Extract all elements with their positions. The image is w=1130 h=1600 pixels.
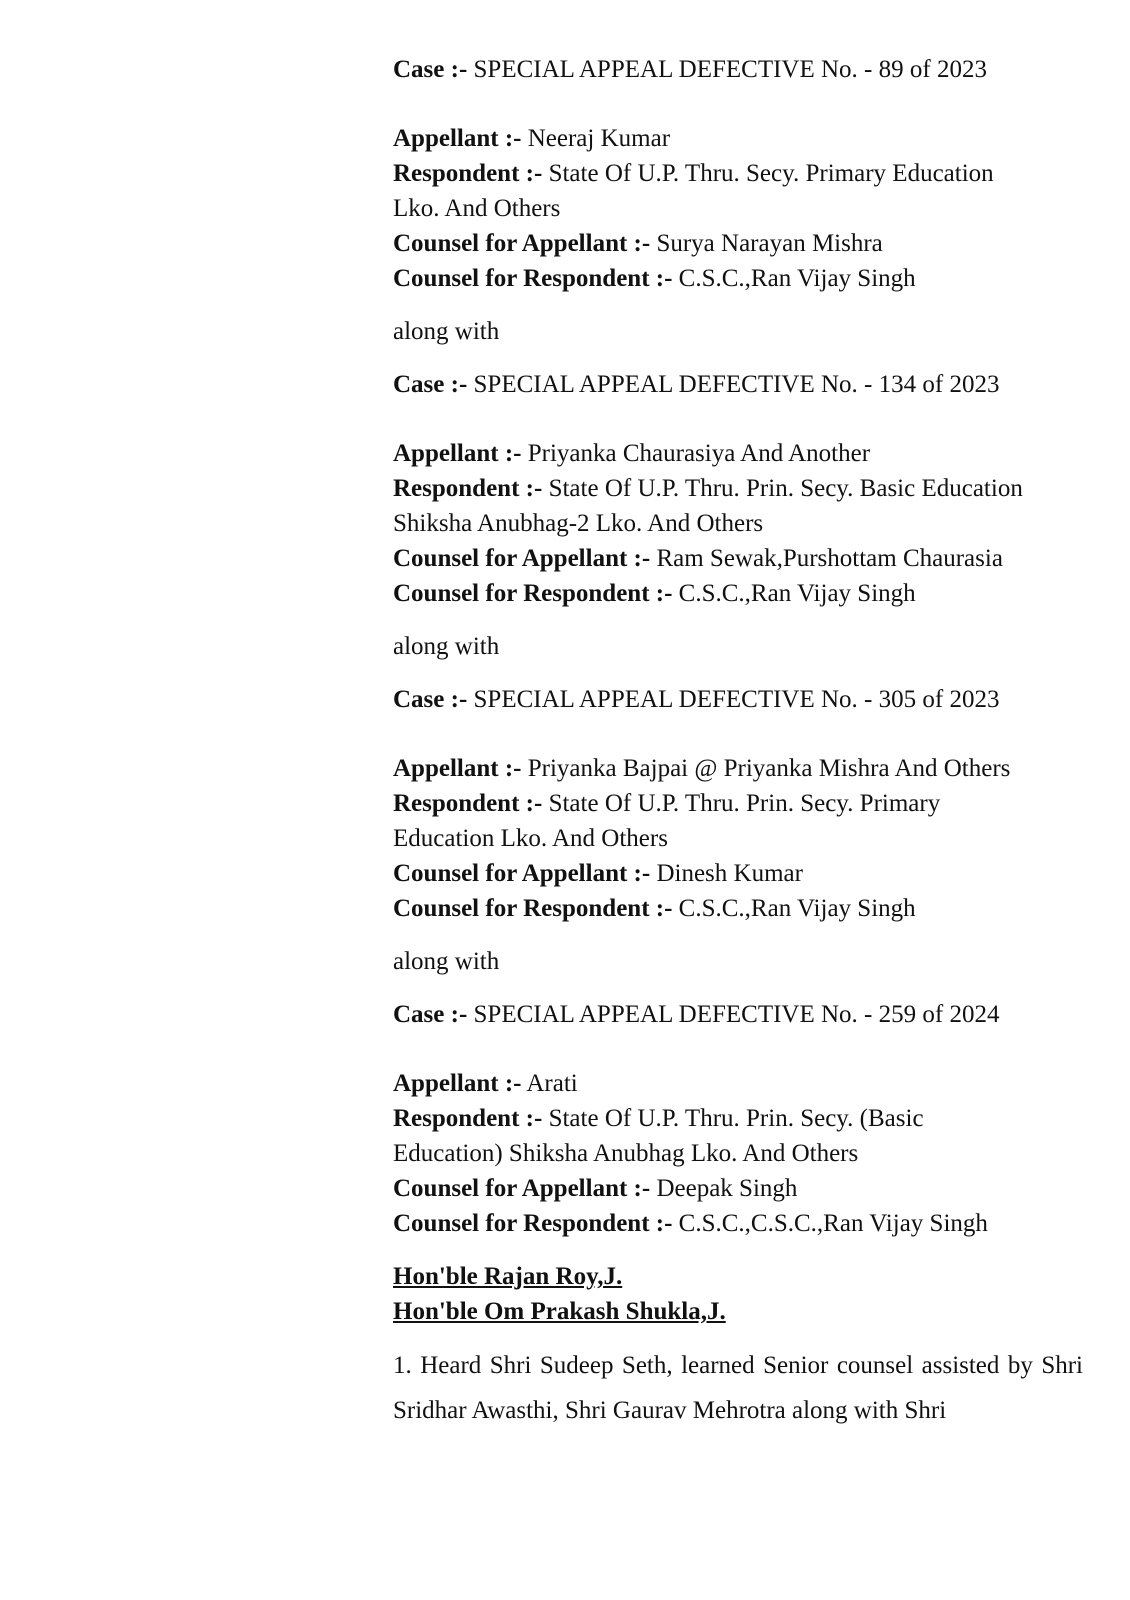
appellant-name: Priyanka Chaurasiya And Another bbox=[527, 440, 871, 467]
case-block-4 bbox=[393, 997, 1083, 1241]
counsel-appellant-line bbox=[393, 541, 1083, 576]
respondent-name-part2: Lko. And Others bbox=[393, 195, 561, 222]
counsel-appellant-label: Counsel for Appellant :- bbox=[393, 545, 651, 572]
respondent-name-part1: State Of U.P. Thru. Prin. Secy. (Basic bbox=[548, 1105, 924, 1132]
appellant-line bbox=[393, 121, 1083, 156]
respondent-name-part1: State Of U.P. Thru. Prin. Secy. Basic Education bbox=[548, 475, 1023, 502]
appellant-label: Appellant :- bbox=[393, 1070, 522, 1097]
counsel-respondent-line bbox=[393, 576, 1083, 611]
counsel-respondent-line bbox=[393, 891, 1083, 926]
respondent-label: Respondent :- bbox=[393, 790, 543, 817]
respondent-line bbox=[393, 471, 1083, 506]
case-label: Case :- bbox=[393, 1001, 468, 1028]
counsel-respondent-line bbox=[393, 261, 1083, 296]
case-block-1 bbox=[393, 52, 1083, 296]
appellant-line bbox=[393, 436, 1083, 471]
respondent-line bbox=[393, 1101, 1083, 1136]
counsel-respondent-label: Counsel for Respondent :- bbox=[393, 265, 673, 292]
case-number-line bbox=[393, 682, 1083, 717]
counsel-appellant-line bbox=[393, 226, 1083, 261]
judge-name-1: Hon'ble Rajan Roy,J. bbox=[393, 1263, 623, 1290]
counsel-respondent-name: C.S.C.,Ran Vijay Singh bbox=[678, 895, 916, 922]
respondent-line-cont bbox=[393, 1136, 1083, 1171]
along-with-text: along with bbox=[393, 633, 500, 660]
appellant-label: Appellant :- bbox=[393, 125, 522, 152]
appellant-label: Appellant :- bbox=[393, 440, 522, 467]
case-block-2 bbox=[393, 367, 1083, 611]
case-block-3 bbox=[393, 682, 1083, 926]
appellant-label: Appellant :- bbox=[393, 755, 522, 782]
judge-name-2: Hon'ble Om Prakash Shukla,J. bbox=[393, 1298, 726, 1325]
respondent-name-part2: Shiksha Anubhag-2 Lko. And Others bbox=[393, 510, 764, 537]
counsel-respondent-name: C.S.C.,C.S.C.,Ran Vijay Singh bbox=[678, 1210, 988, 1237]
case-number: SPECIAL APPEAL DEFECTIVE No. - 89 of 2023 bbox=[473, 56, 987, 83]
respondent-name-part1: State Of U.P. Thru. Secy. Primary Education bbox=[548, 160, 994, 187]
counsel-respondent-name: C.S.C.,Ran Vijay Singh bbox=[678, 580, 916, 607]
counsel-appellant-label: Counsel for Appellant :- bbox=[393, 860, 651, 887]
case-number: SPECIAL APPEAL DEFECTIVE No. - 134 of 2023 bbox=[473, 371, 1000, 398]
appellant-name: Neeraj Kumar bbox=[527, 125, 671, 152]
respondent-line-cont bbox=[393, 191, 1083, 226]
appellant-line bbox=[393, 1066, 1083, 1101]
respondent-name-part2: Education) Shiksha Anubhag Lko. And Others bbox=[393, 1140, 859, 1167]
counsel-respondent-label: Counsel for Respondent :- bbox=[393, 580, 673, 607]
counsel-respondent-name: C.S.C.,Ran Vijay Singh bbox=[678, 265, 916, 292]
counsel-appellant-label: Counsel for Appellant :- bbox=[393, 230, 651, 257]
respondent-line-cont bbox=[393, 821, 1083, 856]
document-page bbox=[393, 52, 1083, 1458]
case-number-line bbox=[393, 52, 1083, 87]
case-number-line bbox=[393, 997, 1083, 1032]
counsel-respondent-line bbox=[393, 1206, 1083, 1241]
counsel-appellant-label: Counsel for Appellant :- bbox=[393, 1175, 651, 1202]
respondent-label: Respondent :- bbox=[393, 1105, 543, 1132]
appellant-line bbox=[393, 751, 1083, 786]
respondent-label: Respondent :- bbox=[393, 160, 543, 187]
case-number-line bbox=[393, 367, 1083, 402]
case-label: Case :- bbox=[393, 371, 468, 398]
respondent-line bbox=[393, 786, 1083, 821]
case-number: SPECIAL APPEAL DEFECTIVE No. - 305 of 2023 bbox=[473, 686, 1000, 713]
counsel-appellant-name: Deepak Singh bbox=[656, 1175, 798, 1202]
along-with-text: along with bbox=[393, 948, 500, 975]
case-number: SPECIAL APPEAL DEFECTIVE No. - 259 of 2024 bbox=[473, 1001, 1000, 1028]
counsel-respondent-label: Counsel for Respondent :- bbox=[393, 895, 673, 922]
respondent-label: Respondent :- bbox=[393, 475, 543, 502]
counsel-appellant-name: Surya Narayan Mishra bbox=[656, 230, 883, 257]
respondent-line-cont bbox=[393, 506, 1083, 541]
respondent-line bbox=[393, 156, 1083, 191]
respondent-name-part1: State Of U.P. Thru. Prin. Secy. Primary bbox=[548, 790, 941, 817]
counsel-appellant-name: Ram Sewak,Purshottam Chaurasia bbox=[656, 545, 1003, 572]
counsel-appellant-name: Dinesh Kumar bbox=[656, 860, 803, 887]
case-label: Case :- bbox=[393, 56, 468, 83]
paragraph-1: 1. Heard Shri Sudeep Seth, learned Senior counsel assisted by Shri Sridhar Awasthi, Shri Gaurav Mehrotra along with Shri bbox=[393, 1352, 1083, 1424]
appellant-name: Priyanka Bajpai @ Priyanka Mishra And Others bbox=[527, 755, 1011, 782]
along-with-text: along with bbox=[393, 318, 500, 345]
counsel-appellant-line bbox=[393, 856, 1083, 891]
respondent-name-part2: Education Lko. And Others bbox=[393, 825, 668, 852]
appellant-name: Arati bbox=[526, 1070, 578, 1097]
counsel-appellant-line bbox=[393, 1171, 1083, 1206]
case-label: Case :- bbox=[393, 686, 468, 713]
counsel-respondent-label: Counsel for Respondent :- bbox=[393, 1210, 673, 1237]
